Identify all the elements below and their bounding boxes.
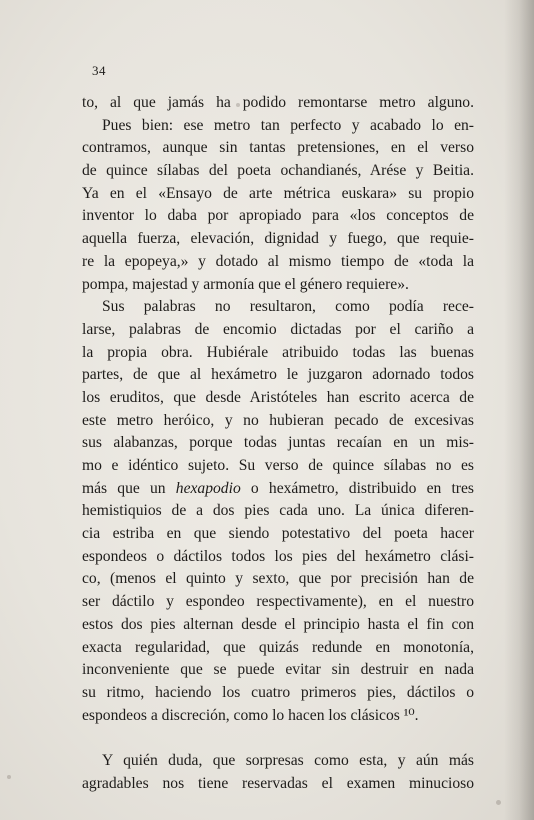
paper-spot bbox=[7, 775, 11, 779]
text-line: de quince sílabas del poeta ochandianés, Arése y Beitia. bbox=[82, 162, 474, 180]
text-line: los eruditos, que desde Aristóteles han escrito acerca de bbox=[82, 388, 474, 406]
text-line: Sus palabras no resultaron, como podía rece- bbox=[102, 298, 474, 316]
text-line: Pues bien: ese metro tan perfecto y acabado lo en- bbox=[102, 116, 474, 134]
text-line: la propia obra. Hubiérale atribuido todas las buenas bbox=[82, 343, 474, 361]
text-line: mo e idéntico sujeto. Su verso de quince sílabas no es bbox=[82, 457, 474, 474]
text-line: espondeos o dáctilos todos los pies del hexámetro clási- bbox=[82, 547, 474, 565]
page-number: 34 bbox=[92, 63, 106, 78]
text-line: su ritmo, haciendo los cuatro primeros pies, dáctilos o bbox=[82, 683, 474, 701]
text-line: re la epopeya,» y dotado al mismo tiempo de «toda la bbox=[82, 252, 474, 270]
text-line: sus alabanzas, porque todas juntas recaían en un mis- bbox=[82, 434, 474, 452]
text-line: co, (menos el quinto y sexto, que por precisión han de bbox=[82, 570, 474, 588]
text-line: inconveniente que se puede evitar sin destruir en nada bbox=[82, 661, 474, 679]
text-line: Ya en el «Ensayo de arte métrica euskara» su propio bbox=[82, 184, 474, 202]
text-line: exacta regularidad, que quizás redunde en monotonía, bbox=[82, 638, 474, 656]
text-line: agradables nos tiene reservadas el examen minucioso bbox=[82, 774, 474, 792]
text-line: larse, palabras de encomio dictadas por el cariño a bbox=[82, 320, 474, 338]
italic-term: hexapodio bbox=[175, 479, 241, 497]
text-line: ser dáctilo y espondeo respectivamente), en el nuestro bbox=[82, 593, 474, 611]
text-line: más que un hexapodio o hexámetro, distribuido en tres bbox=[82, 479, 474, 497]
text-line: aquella fuerza, elevación, dignidad y fuego, que requie- bbox=[82, 230, 474, 248]
text-line: inventor lo daba por apropiado para «los conceptos de bbox=[82, 207, 474, 225]
text-line: cia estriba en que siendo potestativo del poeta hacer bbox=[82, 525, 474, 543]
paragraph-gap bbox=[82, 727, 474, 750]
paper-spot bbox=[496, 800, 501, 805]
text-line: hemistiquios de a dos pies cada uno. La única diferen- bbox=[82, 502, 474, 520]
text-line: contramos, aunque sin tantas pretensiones, en el verso bbox=[82, 139, 474, 157]
text-line: espondeos a discreción, como lo hacen los clásicos ¹⁰. bbox=[82, 706, 419, 724]
text-line: partes, de que al hexámetro le juzgaron adornado todos bbox=[82, 366, 474, 384]
text-line: pompa, majestad y armonía que el género requiere». bbox=[82, 275, 409, 293]
text-line: Y quién duda, que sorpresas como esta, y aún más bbox=[102, 752, 474, 770]
text-line: este metro heróico, y no hubieran pecado de excesivas bbox=[82, 411, 474, 429]
text-line: to, al que jamás ha podido remontarse metro alguno. bbox=[82, 94, 474, 111]
text-line: estos dos pies alternan desde el principio hasta el fin con bbox=[82, 615, 474, 633]
body-text bbox=[82, 92, 474, 796]
page-gutter-shadow bbox=[504, 0, 534, 820]
